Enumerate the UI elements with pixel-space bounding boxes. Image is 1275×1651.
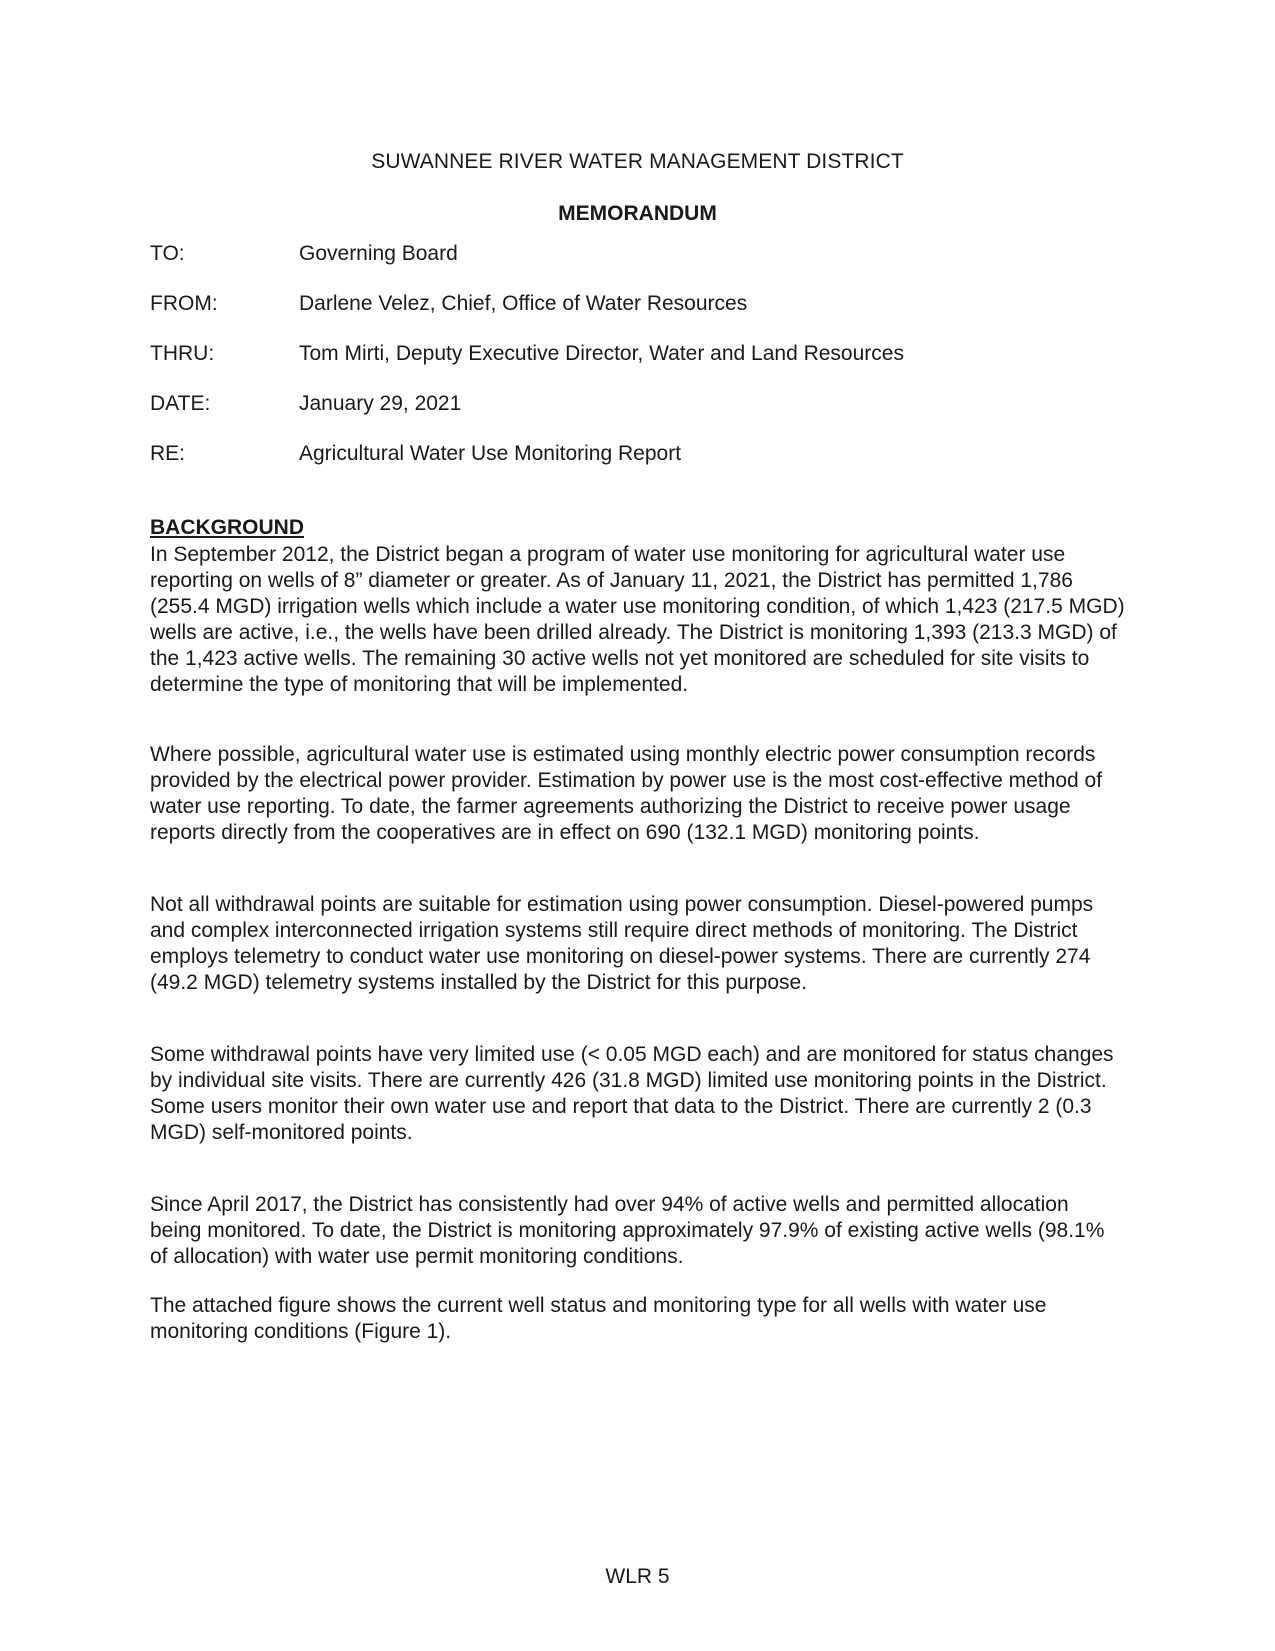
- background-paragraph: Some withdrawal points have very limited use (< 0.05 MGD each) and are monitored for status changes by individual site visits. There are currently 426 (31.8 MGD) limited use monitoring points in the District. Some users monitor their own water use and report that data to the District. There are currently 2 (0.3 MGD) self-monitored points.: [150, 1043, 1114, 1144]
- header-from-row: [150, 292, 1150, 318]
- header-from-value: Darlene Velez, Chief, Office of Water Resources: [299, 292, 748, 315]
- background-paragraph: Not all withdrawal points are suitable for estimation using power consumption. Diesel-powered pumps and complex interconnected irrigation systems still require direct methods of monitoring. The District employs telemetry to conduct water use monitoring on diesel-power systems. There are currently 274 (49.2 MGD) telemetry systems installed by the District for this purpose.: [150, 893, 1094, 994]
- organization-name: SUWANNEE RIVER WATER MANAGEMENT DISTRICT: [371, 150, 904, 173]
- header-from-label: FROM:: [150, 292, 218, 315]
- header-re-row: [150, 442, 1150, 468]
- page-footer-label: WLR 5: [605, 1565, 670, 1588]
- header-to-value: Governing Board: [299, 242, 458, 265]
- background-heading: BACKGROUND: [150, 516, 304, 539]
- header-thru-row: [150, 342, 1150, 368]
- header-date-value: January 29, 2021: [299, 392, 462, 415]
- background-paragraph: Where possible, agricultural water use is estimated using monthly electric power consumption records provided by the electrical power provider. Estimation by power use is the most cost-effective method of water use reporting. To date, the farmer agreements authorizing the District to receive power usage reports directly from the cooperatives are in effect on 690 (132.1 MGD) monitoring points.: [150, 743, 1103, 844]
- background-paragraph: In September 2012, the District began a program of water use monitoring for agricultural water use reporting on wells of 8” diameter or greater. As of January 11, 2021, the District has permitted 1,786 (255.4 MGD) irrigation wells which include a water use monitoring condition, of which 1,423 (217.5 MGD) wells are active, i.e., the wells have been drilled already. The District is monitoring 1,393 (213.3 MGD) of the 1,423 active wells. The remaining 30 active wells not yet monitored are scheduled for site visits to determine the type of monitoring that will be implemented.: [150, 543, 1125, 696]
- header-date-row: [150, 392, 1150, 418]
- memo-title: MEMORANDUM: [558, 202, 717, 225]
- header-thru-label: THRU:: [150, 342, 215, 365]
- background-paragraph: Since April 2017, the District has consistently had over 94% of active wells and permitted allocation being monitored. To date, the District is monitoring approximately 97.9% of existing active wells (98.1% of allocation) with water use permit monitoring conditions.: [150, 1193, 1105, 1268]
- header-to-row: [150, 242, 1150, 268]
- header-date-label: DATE:: [150, 392, 211, 415]
- header-re-label: RE:: [150, 442, 186, 465]
- background-paragraph: The attached figure shows the current well status and monitoring type for all wells with water use monitoring conditions (Figure 1).: [150, 1294, 1047, 1343]
- header-to-label: TO:: [150, 242, 185, 265]
- header-re-value: Agricultural Water Use Monitoring Report: [299, 442, 682, 465]
- header-thru-value: Tom Mirti, Deputy Executive Director, Water and Land Resources: [299, 342, 904, 365]
